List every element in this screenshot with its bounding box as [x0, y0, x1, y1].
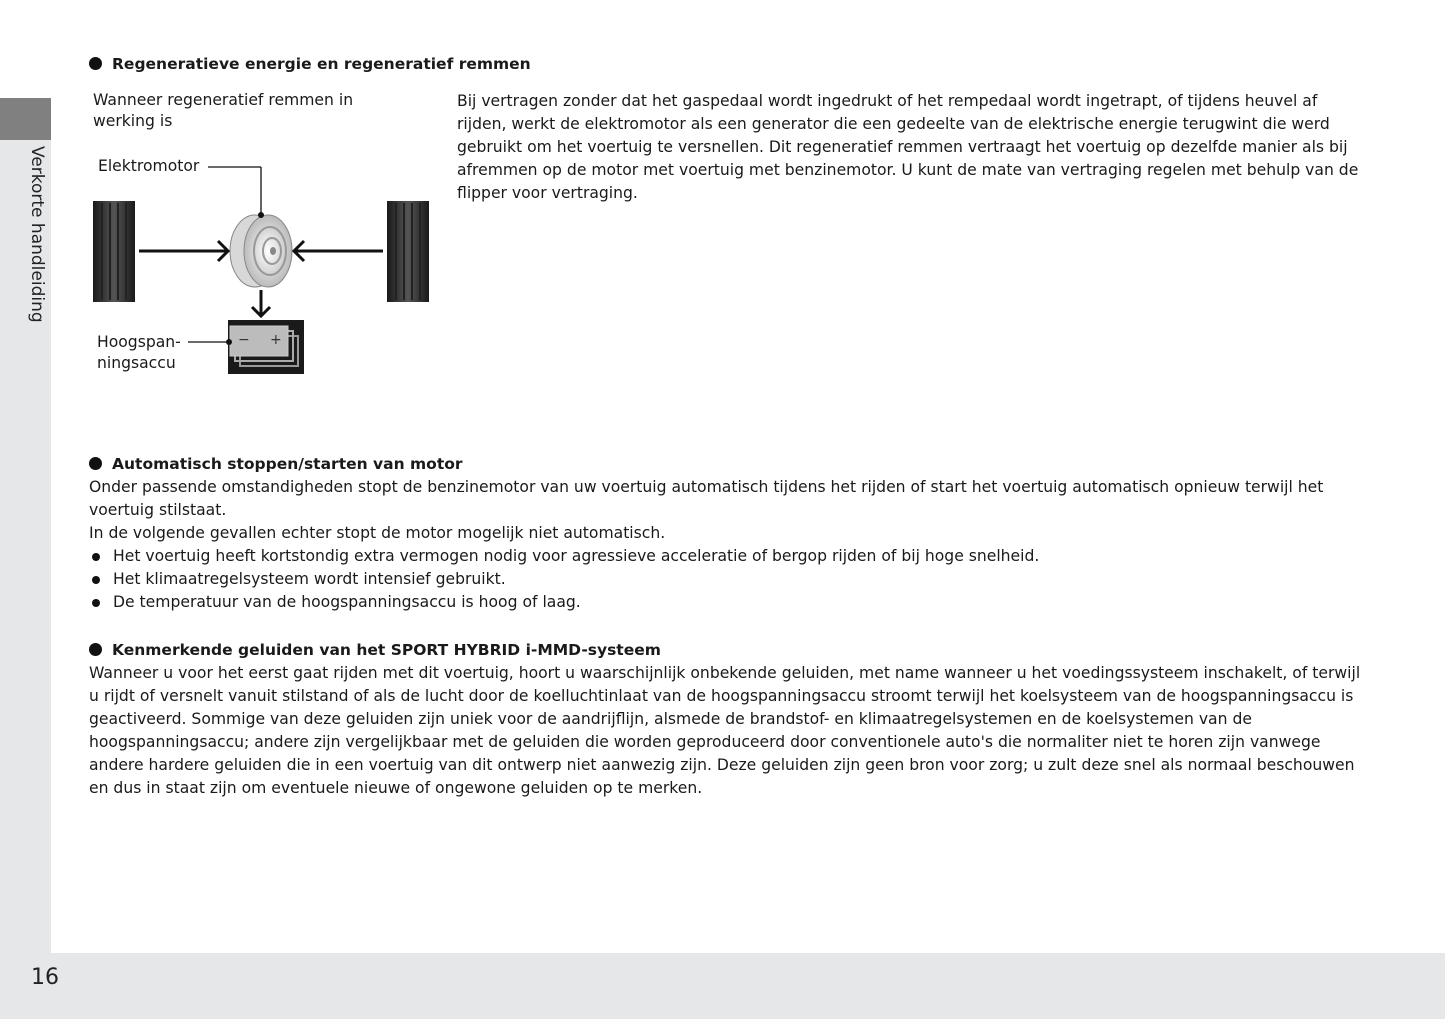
- right-wheel-icon: [387, 201, 429, 302]
- label-line: ningsaccu: [97, 354, 176, 372]
- regen-text: Bij vertragen zonder dat het gaspedaal wordt ingedrukt of het rempedaal wordt ingetrapt, of tijdens heuvel af rijden, werkt de elektromotor als een generator die een gedeelte van de elektrische energie terugwint die werd gebruikt om het voertuig te versnellen. Dit regeneratief remmen vertraagt het voertuig op dezelfde manier als bij afremmen op de motor met voertuig met benzinemotor. U kunt de mate van vertraging regelen met behulp van de flipper voor vertraging.: [457, 92, 1359, 202]
- sounds-text: Wanneer u voor het eerst gaat rijden met dit voertuig, hoort u waarschijnlijk onbekende geluiden, met name wanneer u het voedingssysteem inschakelt, of terwijl u rijdt of versnelt vanuit stilstand of als de lucht door de koelluchtinlaat van de hoogspanningsaccu stroomt terwijl het koelsysteem van de hoogspanningsaccu is geactiveerd. Sommige van deze geluiden zijn uniek voor de aandrijflijn, alsmede de brandstof- en klimaatregelsystemen en de koelsystemen van de hoogspanningsaccu; andere zijn vergelijkbaar met de geluiden die worden geproduceerd door conventionele auto's die normaliter niet te horen zijn vanwege andere hardere geluiden die in een voertuig van dit ontwerp niet aanwezig zijn. Deze geluiden zijn geen bron voor zorg; u zult deze snel als normaal beschouwen en dus in staat zijn om eventuele nieuwe of ongewone geluiden op te merken.: [89, 664, 1361, 797]
- list-item: Het klimaatregelsysteem wordt intensief gebruikt.: [89, 568, 1364, 591]
- heading-autostop: [89, 455, 463, 473]
- section-label: Verkorte handleiding: [27, 146, 47, 323]
- svg-text:+: +: [270, 332, 282, 348]
- caption-line: werking is: [93, 112, 173, 130]
- page-number: 16: [31, 965, 59, 990]
- heading-text: Automatisch stoppen/starten van motor: [112, 455, 463, 473]
- regen-diagram: [80, 150, 440, 390]
- heading-sounds: [89, 641, 661, 659]
- battery-icon: [226, 320, 304, 374]
- label-line: Hoogspan-: [97, 333, 181, 351]
- diagram-caption: [93, 90, 353, 132]
- bullet-icon: [89, 457, 102, 470]
- section-tab: [0, 98, 51, 140]
- bullet-icon: [89, 643, 102, 656]
- motor-icon: [230, 212, 292, 287]
- paragraph: Onder passende omstandigheden stopt de benzinemotor van uw voertuig automatisch tijdens het rijden of start het voertuig automatisch opnieuw terwijl het voertuig stilstaat.: [89, 478, 1324, 519]
- list-item: Het voertuig heeft kortstondig extra vermogen nodig voor agressieve acceleratie of bergop rijden of bij hoge snelheid.: [89, 545, 1364, 568]
- svg-text:−: −: [238, 332, 250, 348]
- heading-text: Kenmerkende geluiden van het SPORT HYBRID i-MMD-systeem: [112, 641, 661, 659]
- heading-text: Regeneratieve energie en regeneratief remmen: [112, 55, 531, 73]
- caption-line: Wanneer regeneratief remmen in: [93, 91, 354, 109]
- list-item: De temperatuur van de hoogspanningsaccu is hoog of laag.: [89, 591, 1364, 614]
- bullet-icon: [89, 57, 102, 70]
- heading-regenerative: [89, 55, 531, 73]
- autostop-body: [89, 476, 1364, 614]
- label-motor: Elektromotor: [98, 157, 200, 175]
- left-wheel-icon: [93, 201, 135, 302]
- paragraph: In de volgende gevallen echter stopt de motor mogelijk niet automatisch.: [89, 524, 666, 542]
- footer-band: [0, 953, 1445, 1019]
